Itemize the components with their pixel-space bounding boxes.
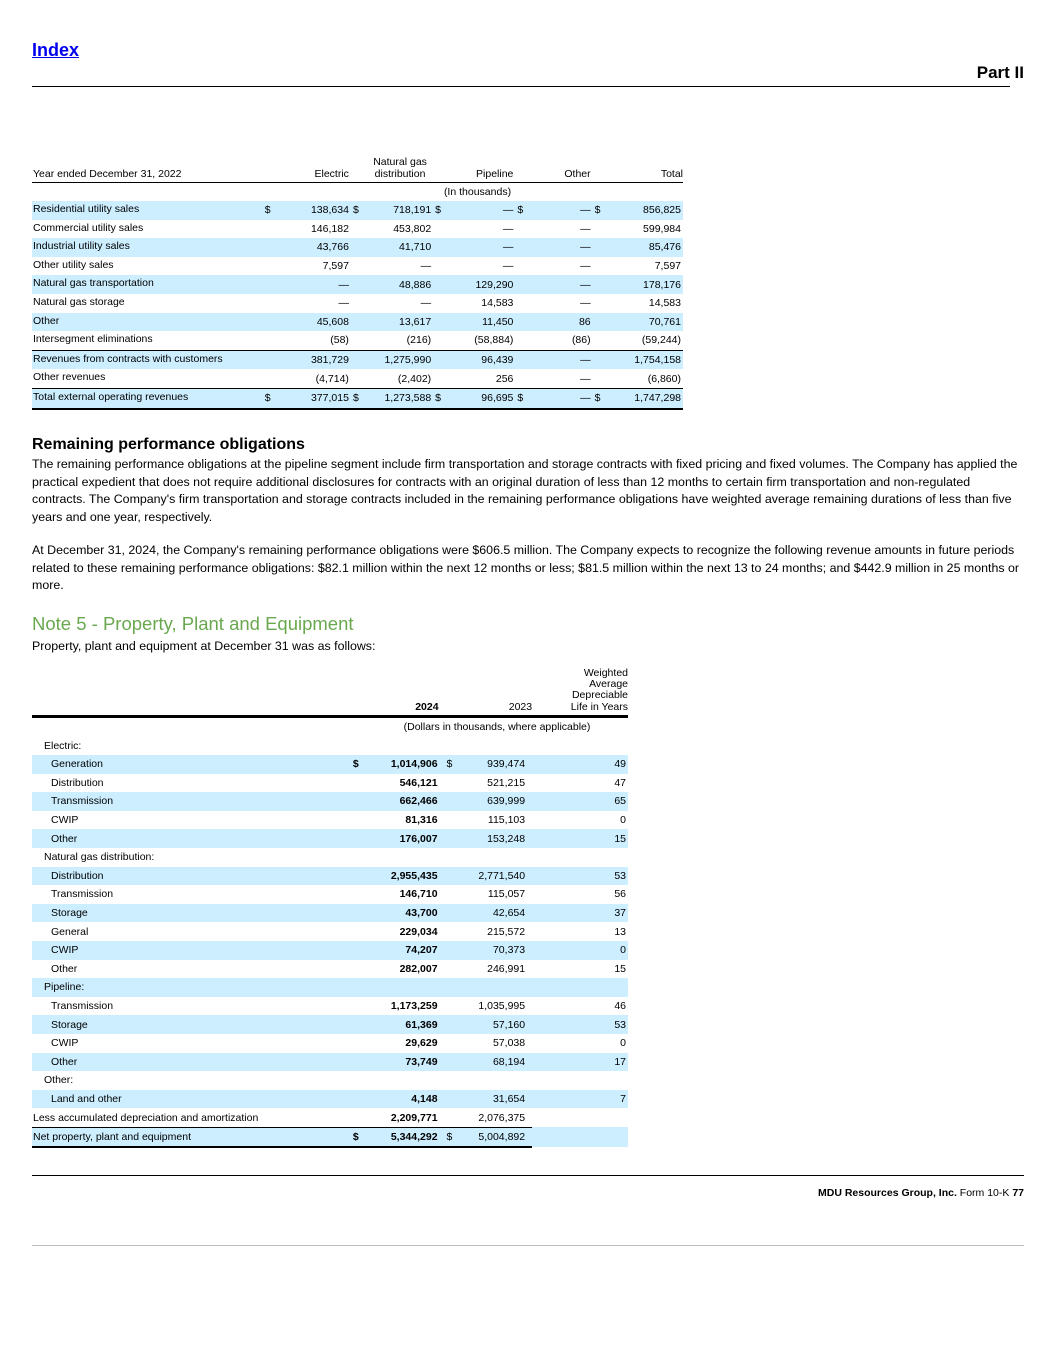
revenue-cell: —: [443, 201, 513, 220]
revenue-row-label: Commercial utility sales: [33, 221, 144, 234]
revenue-cell: —: [525, 238, 590, 257]
currency-symbol: [591, 238, 603, 257]
currency-symbol: [439, 1034, 453, 1053]
page-footer: [818, 1187, 1024, 1199]
revenue-cell: —: [338, 297, 349, 310]
revenue-cell: 45,608: [273, 313, 349, 332]
currency-symbol: [353, 885, 365, 904]
ppe-depreciable-life: 65: [532, 792, 628, 811]
revenue-cell: 146,182: [310, 222, 349, 235]
ppe-value-2024: 5,344,292: [365, 1127, 439, 1147]
ppe-unit-note: (Dollars in thousands, where applicable): [403, 721, 591, 734]
col-header-2024: 2024: [365, 668, 439, 716]
col-header-2023: 2023: [452, 668, 532, 716]
currency-symbol: [261, 220, 273, 239]
currency-symbol: [513, 220, 525, 239]
ppe-value-2024: 61,369: [365, 1015, 439, 1034]
ppe-value-2023: 2,076,375: [478, 1111, 526, 1124]
currency-symbol: $: [261, 388, 273, 408]
revenue-cell: 48,886: [361, 275, 431, 294]
ppe-value-2023: 115,057: [487, 888, 526, 901]
revenue-cell: —: [525, 388, 590, 408]
currency-symbol: $: [261, 201, 273, 220]
currency-symbol: [439, 1053, 453, 1072]
revenue-cell: —: [580, 260, 591, 273]
currency-symbol: [591, 257, 603, 276]
currency-symbol: [349, 275, 361, 294]
currency-symbol: [431, 238, 443, 257]
currency-symbol: [439, 811, 453, 830]
ppe-depreciable-life: 0: [620, 1037, 626, 1050]
header-divider: [32, 86, 1010, 87]
revenue-cell: 178,176: [603, 275, 683, 294]
ppe-value-2024: 546,121: [399, 776, 438, 789]
revenue-row: [32, 350, 683, 369]
currency-symbol: [439, 997, 453, 1016]
ppe-row: [32, 1015, 628, 1034]
revenue-cell: —: [420, 297, 432, 310]
ppe-value-2023: 153,248: [452, 829, 532, 848]
ppe-depreciable-life: 7: [532, 1090, 628, 1109]
ppe-group-row: [32, 978, 628, 997]
currency-symbol: [349, 294, 361, 313]
currency-symbol: $: [349, 388, 361, 408]
ppe-row: [32, 774, 628, 793]
currency-symbol: [439, 1108, 453, 1127]
currency-symbol: $: [591, 388, 603, 408]
ppe-row-label: Less accumulated depreciation and amortization: [33, 1111, 259, 1124]
currency-symbol: [349, 257, 361, 276]
currency-symbol: [439, 774, 453, 793]
currency-symbol: [353, 997, 365, 1016]
ppe-depreciable-life: 15: [532, 829, 628, 848]
ppe-row: [32, 867, 628, 886]
ppe-row: [32, 811, 628, 830]
ppe-value-2024: 662,466: [365, 792, 439, 811]
ppe-row: [32, 1053, 628, 1072]
revenue-row: [32, 331, 683, 350]
currency-symbol: $: [431, 388, 443, 408]
ppe-row-label: Other: [32, 1053, 353, 1072]
revenue-cell: (58,884): [474, 334, 514, 347]
ppe-depreciable-life: 53: [532, 1015, 628, 1034]
currency-symbol: [439, 941, 453, 960]
ppe-value-2023: 42,654: [452, 904, 532, 923]
revenue-cell: 1,275,990: [361, 350, 431, 369]
ppe-depreciable-life: 0: [620, 814, 626, 827]
revenue-row-label: Other: [32, 313, 261, 332]
col-header-depreciable-life: Weighted Average Depreciable Life in Years: [532, 668, 628, 716]
currency-symbol: [591, 350, 603, 369]
currency-symbol: $: [439, 755, 453, 774]
currency-symbol: [353, 922, 365, 941]
revenue-cell: (2,402): [397, 372, 432, 385]
ppe-value-2024: 146,710: [399, 888, 438, 901]
currency-symbol: [439, 1015, 453, 1034]
footer-form: Form 10-K: [959, 1187, 1010, 1199]
currency-symbol: $: [439, 1127, 453, 1147]
currency-symbol: $: [349, 201, 361, 220]
revenue-cell: —: [420, 260, 432, 273]
ppe-group-label: Electric:: [44, 739, 82, 752]
ppe-depreciable-life: 53: [532, 867, 628, 886]
revenue-cell: 11,450: [443, 313, 513, 332]
currency-symbol: [513, 294, 525, 313]
ppe-row-label: Storage: [32, 1015, 353, 1034]
revenue-cell: —: [525, 201, 590, 220]
currency-symbol: $: [431, 201, 443, 220]
col-header-other: Other: [525, 156, 590, 183]
currency-symbol: [261, 369, 273, 388]
index-link[interactable]: Index: [32, 40, 80, 60]
ppe-value-2024: 4,148: [365, 1090, 439, 1109]
currency-symbol: [349, 313, 361, 332]
revenue-cell: —: [525, 275, 590, 294]
currency-symbol: $: [513, 201, 525, 220]
revenue-cell: (86): [571, 334, 591, 347]
currency-symbol: [353, 811, 365, 830]
revenue-cell: 377,015: [273, 388, 349, 408]
currency-symbol: [261, 331, 273, 350]
currency-symbol: [431, 275, 443, 294]
ppe-row: [32, 922, 628, 941]
ppe-row: [32, 960, 628, 979]
revenue-cell: (6,860): [647, 372, 681, 385]
currency-symbol: [353, 1108, 365, 1127]
currency-symbol: [513, 313, 525, 332]
col-header-pipeline: Pipeline: [443, 156, 513, 183]
ppe-row-label: Transmission: [51, 1000, 114, 1013]
part-label: Part II: [976, 63, 1024, 82]
revenue-cell: 96,439: [443, 350, 513, 369]
currency-symbol: [513, 275, 525, 294]
currency-symbol: [431, 257, 443, 276]
ppe-value-2024: 176,007: [365, 829, 439, 848]
ppe-value-2023: 115,103: [487, 814, 526, 827]
currency-symbol: [261, 238, 273, 257]
currency-symbol: [353, 1090, 365, 1109]
page-bottom-divider: [32, 1245, 1024, 1246]
currency-symbol: [591, 275, 603, 294]
ppe-row-label: Distribution: [32, 867, 353, 886]
currency-symbol: [439, 829, 453, 848]
currency-symbol: $: [353, 1127, 365, 1147]
ppe-group-row: [32, 1071, 628, 1090]
revenue-cell: (216): [406, 334, 432, 347]
rpo-paragraph-2: At December 31, 2024, the Company's remaining performance obligations were $606.5 million. The Company expects to recognize the following revenue amounts in future periods related to these remaining performance obligations: $82.1 million within the next 12 months or less; $81.5 million within the next 13 to 24 months; and $442.9 million in 25 months or more.: [32, 543, 1019, 592]
ppe-group-label: Natural gas distribution:: [44, 851, 155, 864]
ppe-depreciable-life: 13: [614, 925, 626, 938]
ppe-value-2023: 939,474: [452, 755, 532, 774]
revenue-cell: 86: [525, 313, 590, 332]
ppe-value-2023: 215,572: [487, 925, 526, 938]
ppe-value-2023: 1,035,995: [478, 1000, 526, 1013]
revenue-cell: 70,761: [603, 313, 683, 332]
revenue-row: [32, 220, 683, 239]
revenue-cell: 599,984: [643, 222, 681, 235]
revenue-row: [32, 369, 683, 388]
revenue-cell: —: [580, 222, 591, 235]
ppe-row: [32, 904, 628, 923]
currency-symbol: [353, 1015, 365, 1034]
ppe-row: [32, 829, 628, 848]
revenue-cell: —: [443, 238, 513, 257]
ppe-row-label: Other: [51, 962, 78, 975]
ppe-row-label: CWIP: [51, 814, 79, 827]
ppe-row-label: Distribution: [51, 776, 104, 789]
revenue-cell: 718,191: [361, 201, 431, 220]
revenue-table-title: Year ended December 31, 2022: [32, 156, 261, 183]
ppe-value-2024: 2,955,435: [365, 867, 439, 886]
currency-symbol: [349, 369, 361, 388]
currency-symbol: [439, 1090, 453, 1109]
footer-page-number: 77: [1012, 1187, 1024, 1199]
revenue-cell: 256: [495, 372, 514, 385]
ppe-value-2024: 282,007: [399, 962, 438, 975]
ppe-value-2023: 70,373: [452, 941, 532, 960]
ppe-row-label: Net property, plant and equipment: [32, 1127, 353, 1147]
note-5-title: Note 5 - Property, Plant and Equipment: [32, 613, 354, 634]
revenue-cell: 381,729: [273, 350, 349, 369]
revenue-cell: 14,583: [481, 297, 514, 310]
revenue-row-label: Industrial utility sales: [32, 238, 261, 257]
ppe-row-label: Generation: [32, 755, 353, 774]
currency-symbol: [431, 294, 443, 313]
ppe-depreciable-life: 0: [532, 941, 628, 960]
ppe-row-label: General: [51, 925, 89, 938]
revenue-row: [32, 294, 683, 313]
revenue-cell: —: [502, 260, 514, 273]
currency-symbol: [431, 220, 443, 239]
revenue-unit-note: (In thousands): [443, 186, 512, 198]
ppe-value-2023: 68,194: [452, 1053, 532, 1072]
currency-symbol: [261, 350, 273, 369]
revenue-cell: —: [502, 222, 514, 235]
revenue-cell: 41,710: [361, 238, 431, 257]
ppe-value-2024: 29,629: [405, 1037, 438, 1050]
col-header-total: Total: [603, 156, 683, 183]
revenue-row-label: Natural gas storage: [33, 295, 125, 308]
ppe-value-2024: 73,749: [365, 1053, 439, 1072]
revenue-cell: 138,634: [273, 201, 349, 220]
currency-symbol: [353, 941, 365, 960]
currency-symbol: $: [591, 201, 603, 220]
ppe-row: [32, 997, 628, 1016]
ppe-row-label: Storage: [32, 904, 353, 923]
currency-symbol: [439, 867, 453, 886]
ppe-row: [32, 1090, 628, 1109]
ppe-row: [32, 1127, 628, 1147]
ppe-value-2024: 229,034: [399, 925, 438, 938]
currency-symbol: [431, 331, 443, 350]
currency-symbol: [591, 369, 603, 388]
ppe-row: [32, 941, 628, 960]
revenue-row-label: Residential utility sales: [32, 201, 261, 220]
currency-symbol: [261, 294, 273, 313]
currency-symbol: [353, 1034, 365, 1053]
revenue-cell: —: [580, 297, 591, 310]
ppe-row-label: Transmission: [32, 792, 353, 811]
currency-symbol: [439, 792, 453, 811]
currency-symbol: [349, 350, 361, 369]
ppe-value-2023: 5,004,892: [452, 1127, 532, 1147]
revenue-cell: 856,825: [603, 201, 683, 220]
currency-symbol: [513, 331, 525, 350]
revenue-cell: 453,802: [393, 222, 432, 235]
ppe-value-2023: 521,215: [487, 776, 526, 789]
revenue-cell: 96,695: [443, 388, 513, 408]
col-header-natural-gas-distribution: Natural gas distribution: [361, 156, 431, 183]
currency-symbol: [353, 774, 365, 793]
revenue-row-label: Natural gas transportation: [32, 275, 261, 294]
revenue-cell: 1,754,158: [603, 350, 683, 369]
revenue-cell: 43,766: [273, 238, 349, 257]
ppe-row-label: Land and other: [32, 1090, 353, 1109]
ppe-depreciable-life: [532, 1127, 628, 1147]
ppe-depreciable-life: 15: [614, 962, 626, 975]
ppe-group-row: [32, 736, 628, 755]
currency-symbol: $: [513, 388, 525, 408]
ppe-value-2023: 57,160: [452, 1015, 532, 1034]
revenue-row-label: Total external operating revenues: [32, 388, 261, 408]
currency-symbol: [513, 238, 525, 257]
ppe-value-2024: 1,014,906: [365, 755, 439, 774]
revenue-cell: 7,597: [654, 260, 681, 273]
ppe-value-2024: 1,173,259: [390, 1000, 438, 1013]
currency-symbol: [513, 257, 525, 276]
revenue-row: [32, 257, 683, 276]
ppe-depreciable-life: 46: [614, 1000, 626, 1013]
currency-symbol: [353, 1053, 365, 1072]
currency-symbol: [591, 220, 603, 239]
revenue-row-label: Intersegment eliminations: [33, 333, 153, 346]
currency-symbol: [353, 960, 365, 979]
ppe-row: [32, 885, 628, 904]
revenue-cell: 7,597: [322, 260, 349, 273]
revenue-cell: (58): [330, 334, 349, 347]
currency-symbol: [261, 313, 273, 332]
ppe-depreciable-life: 37: [532, 904, 628, 923]
revenue-cell: 1,273,588: [361, 388, 431, 408]
currency-symbol: [591, 313, 603, 332]
currency-symbol: [431, 350, 443, 369]
ppe-value-2023: 2,771,540: [452, 867, 532, 886]
revenue-row: [32, 201, 683, 220]
revenue-cell: 14,583: [648, 297, 681, 310]
currency-symbol: [349, 220, 361, 239]
revenue-cell: 13,617: [361, 313, 431, 332]
footer-divider: [32, 1175, 1024, 1176]
currency-symbol: [431, 369, 443, 388]
ppe-group-label: Pipeline:: [32, 978, 353, 997]
revenue-cell: —: [273, 275, 349, 294]
currency-symbol: [349, 331, 361, 350]
revenue-row-label: Other utility sales: [33, 258, 114, 271]
ppe-row-label: CWIP: [32, 941, 353, 960]
revenue-cell: (59,244): [641, 334, 681, 347]
revenue-table-header: [32, 156, 683, 183]
currency-symbol: [439, 960, 453, 979]
col-header-electric: Electric: [273, 156, 349, 183]
revenue-cell: 1,747,298: [603, 388, 683, 408]
rpo-paragraph-1: The remaining performance obligations at the pipeline segment include firm transportation and storage contracts with fixed pricing and fixed volumes. The Company has applied the practical expedient that does not require additional disclosures for contracts with an original duration of less than 12 months to certain firm transportation and non-regulated contracts. The Company's firm transportation and storage contracts included in the remaining performance obligations have weighted average remaining durations of less than five years and one year, respectively.: [32, 457, 1018, 524]
ppe-row-label: Other: [32, 829, 353, 848]
revenue-row: [32, 238, 683, 257]
ppe-value-2023: 31,654: [452, 1090, 532, 1109]
revenue-row: [32, 313, 683, 332]
currency-symbol: [431, 313, 443, 332]
currency-symbol: $: [353, 755, 365, 774]
ppe-group-row: [32, 848, 628, 867]
ppe-depreciable-life: 49: [532, 755, 628, 774]
revenue-row-label: Revenues from contracts with customers: [32, 350, 261, 369]
revenue-cell: 129,290: [443, 275, 513, 294]
currency-symbol: [513, 350, 525, 369]
ppe-row: [32, 1108, 628, 1127]
rpo-heading: Remaining performance obligations: [32, 436, 305, 453]
revenue-cell: (4,714): [315, 372, 349, 385]
revenue-row-label: Other revenues: [33, 371, 106, 384]
property-plant-equipment-table: [32, 668, 628, 1148]
ppe-row: [32, 792, 628, 811]
ppe-value-2024: 2,209,771: [390, 1111, 438, 1124]
currency-symbol: [353, 904, 365, 923]
ppe-depreciable-life: [532, 1108, 628, 1127]
currency-symbol: [353, 792, 365, 811]
revenue-by-segment-table: [32, 156, 683, 410]
ppe-table-header: [32, 668, 628, 716]
ppe-row-label: Transmission: [51, 888, 114, 901]
currency-symbol: [591, 294, 603, 313]
ppe-value-2023: 57,038: [492, 1037, 526, 1050]
ppe-depreciable-life: 17: [532, 1053, 628, 1072]
currency-symbol: [591, 331, 603, 350]
revenue-cell: 85,476: [603, 238, 683, 257]
ppe-depreciable-life: 47: [614, 776, 626, 789]
currency-symbol: [261, 257, 273, 276]
currency-symbol: [353, 829, 365, 848]
ppe-row-label: CWIP: [51, 1037, 79, 1050]
currency-symbol: [439, 904, 453, 923]
ppe-row: [32, 755, 628, 774]
currency-symbol: [261, 275, 273, 294]
revenue-cell: —: [525, 350, 590, 369]
currency-symbol: [349, 238, 361, 257]
footer-company: MDU Resources Group, Inc.: [818, 1187, 957, 1199]
currency-symbol: [353, 867, 365, 886]
revenue-cell: —: [580, 372, 591, 385]
ppe-value-2024: 81,316: [405, 814, 438, 827]
currency-symbol: [439, 922, 453, 941]
ppe-depreciable-life: 56: [614, 888, 626, 901]
ppe-value-2024: 43,700: [365, 904, 439, 923]
currency-symbol: [513, 369, 525, 388]
currency-symbol: [439, 885, 453, 904]
ppe-value-2023: 246,991: [487, 962, 526, 975]
revenue-row: [32, 388, 683, 408]
revenue-row: [32, 275, 683, 294]
note-5-intro: Property, plant and equipment at December 31 was as follows:: [32, 639, 376, 653]
ppe-group-label: Other:: [44, 1074, 74, 1087]
ppe-row: [32, 1034, 628, 1053]
ppe-value-2023: 639,999: [452, 792, 532, 811]
ppe-value-2024: 74,207: [365, 941, 439, 960]
